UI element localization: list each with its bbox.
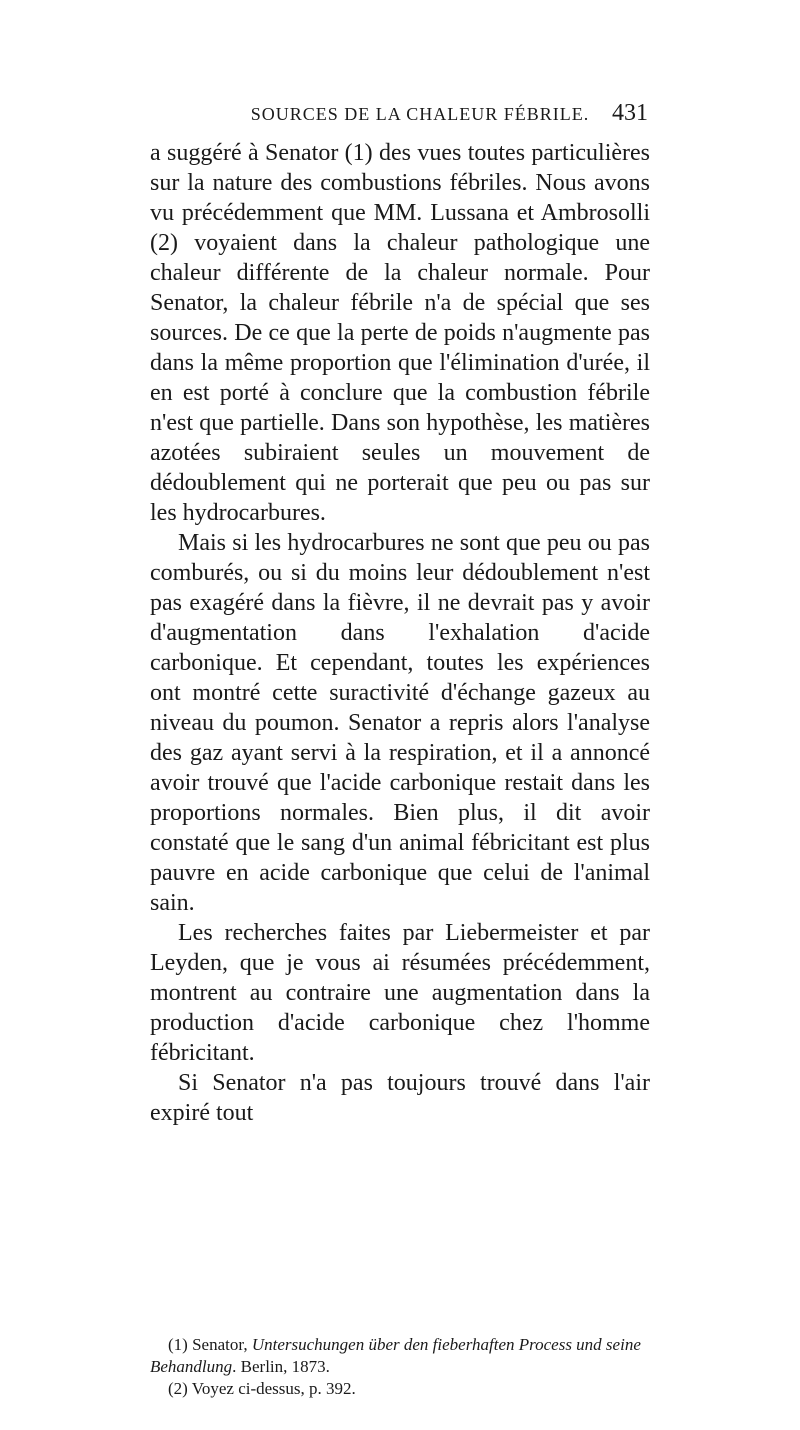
paragraph: Mais si les hydrocarbures ne sont que peu ou pas comburés, ou si du moins leur dédoublement n'est pas exagéré dans la fièvre, il ne devrait pas y avoir d'augmentation dans l'exhalation d'acide carbonique. Et cependant, toutes les expériences ont montré cette suractivité d'échange gazeux au niveau du poumon. Senator a repris alors l'analyse des gaz ayant servi à la respiration, et il a annoncé avoir trouvé que l'acide carbonique restait dans les proportions normales. Bien plus, il dit avoir constaté que le sang d'un animal fébricitant est plus pauvre en acide carbonique que celui de l'animal sain.	[150, 530, 650, 916]
paragraph: Si Senator n'a pas toujours trouvé dans l'air expiré tout	[150, 1070, 650, 1126]
main-text	[150, 138, 650, 1128]
footnote-1-title: Untersuchungen über den fieberhaften Process und seine Behandlung	[150, 1335, 641, 1376]
footnote-1-marker: (1) Senator,	[168, 1335, 252, 1354]
footnote-1-rest: . Berlin, 1873.	[232, 1357, 330, 1376]
running-title: SOURCES DE LA CHALEUR FÉBRILE.	[250, 104, 590, 124]
paragraph: a suggéré à Senator (1) des vues toutes particulières sur la nature des combustions fébriles. Nous avons vu précédemment que MM. Lussana et Ambrosolli (2) voyaient dans la chaleur pathologique une chaleur différente de la chaleur normale. Pour Senator, la chaleur fébrile n'a de spécial que ses sources. De ce que la perte de poids n'augmente pas dans la même proportion que l'élimination d'urée, il en est porté à conclure que la combustion fébrile n'est que partielle. Dans son hypothèse, les matières azotées subiraient seules un mouvement de dédoublement qui ne porterait que peu ou pas sur les hydrocarbures.	[150, 140, 650, 526]
footnote-2: (2) Voyez ci-dessus, p. 392.	[168, 1379, 356, 1398]
footnotes	[150, 1334, 650, 1400]
footnote-1	[150, 1334, 650, 1378]
page-number: 431	[612, 100, 648, 126]
paragraph: Les recherches faites par Liebermeister et par Leyden, que je vous ai résumées précédemment, montrent au contraire une augmentation dans la production d'acide carbonique chez l'homme fébricitant.	[150, 920, 650, 1066]
